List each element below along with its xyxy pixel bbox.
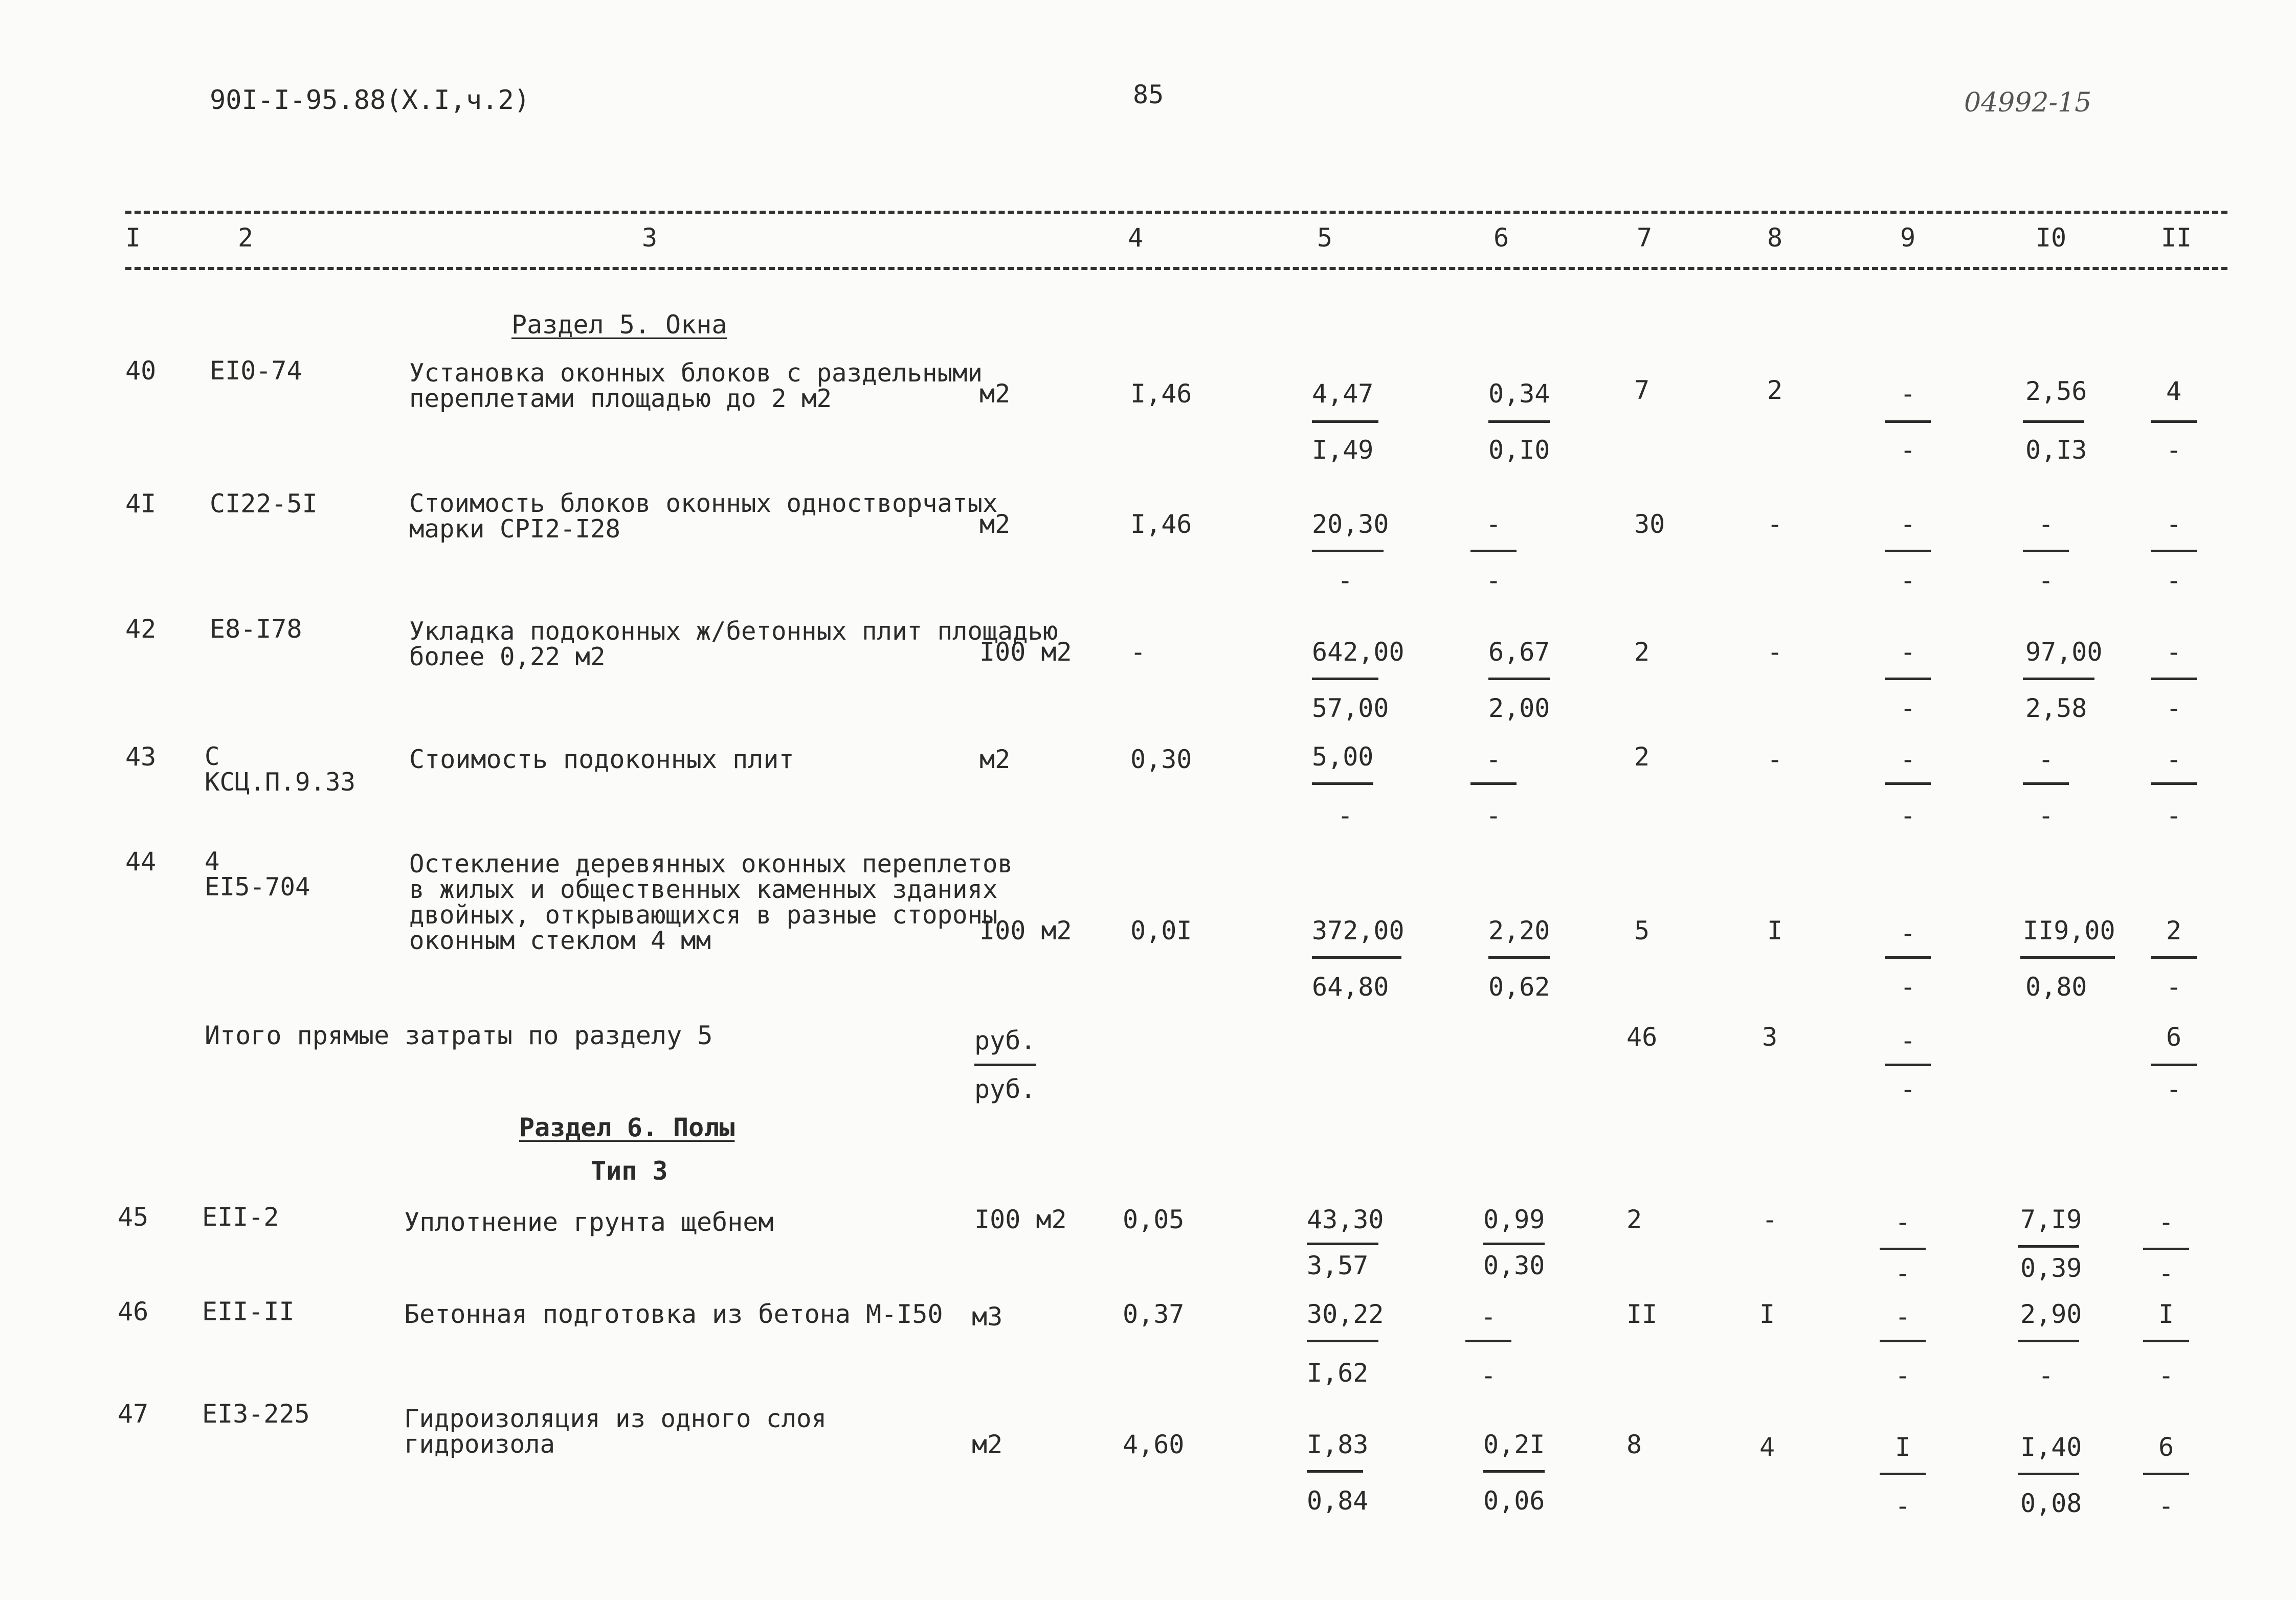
- c9-bottom: -: [1900, 566, 1916, 595]
- row-code: CI22-5I: [210, 489, 318, 519]
- col-header-1: I: [125, 223, 141, 253]
- c6-bottom: -: [1480, 1361, 1497, 1390]
- fraction-bar: [1880, 1473, 1926, 1475]
- row-unit: м3: [972, 1302, 1003, 1332]
- row-description: Уплотнение грунта щебнем: [404, 1207, 774, 1237]
- c9-top: -: [1900, 509, 1916, 539]
- fraction-bar: [2151, 550, 2197, 552]
- c5-top: 43,30: [1307, 1205, 1384, 1234]
- row-unit: I00 м2: [974, 1205, 1067, 1234]
- row-code: EI0-74: [210, 356, 302, 386]
- fraction-bar: [1483, 1243, 1545, 1245]
- row-code: EI3-225: [202, 1399, 310, 1429]
- c7-value: 8: [1626, 1430, 1642, 1459]
- fraction-bar: [1885, 956, 1931, 959]
- row-number: 4I: [125, 489, 157, 519]
- fraction-bar: [1312, 782, 1373, 785]
- c11-bottom: -: [2158, 1491, 2174, 1521]
- fraction-bar: [1470, 782, 1517, 785]
- total-unit-bottom: руб.: [974, 1074, 1036, 1104]
- c7-value: 7: [1634, 375, 1650, 405]
- col-header-5: 5: [1317, 223, 1333, 253]
- fraction-bar: [2143, 1248, 2189, 1250]
- fraction-bar: [2023, 782, 2069, 785]
- header-bottom-rule: [125, 267, 2227, 270]
- c10-bottom: 0,I3: [2025, 435, 2087, 465]
- c6-top: -: [1485, 509, 1502, 539]
- col-header-4: 4: [1127, 223, 1144, 253]
- c11-bottom: -: [2158, 1361, 2174, 1390]
- c7-value: 5: [1634, 916, 1650, 945]
- section-title-floors: Раздел 6. Полы: [519, 1113, 735, 1142]
- row-code: E8-I78: [210, 614, 302, 644]
- row-description: Стоимость подоконных плит: [409, 745, 794, 774]
- section-subtitle-type: Тип 3: [591, 1156, 668, 1186]
- c9-bottom: -: [1894, 1491, 1911, 1521]
- handwritten-stamp: 04992-15: [1964, 87, 2092, 118]
- c5-bottom: 3,57: [1307, 1251, 1369, 1280]
- c9-bottom: -: [1894, 1361, 1911, 1390]
- c8-value: -: [1762, 1205, 1778, 1234]
- row-code: 4 EI5-704: [205, 847, 310, 902]
- fraction-bar: [1312, 956, 1401, 959]
- total-c8: 3: [1762, 1022, 1778, 1052]
- section-title-windows: Раздел 5. Окна: [511, 310, 727, 340]
- c10-top: 2,90: [2020, 1299, 2082, 1329]
- row-code: С КСЦ.П.9.33: [205, 742, 356, 797]
- c11-top: 2: [2166, 916, 2182, 945]
- fraction-bar: [1885, 420, 1931, 423]
- c10-top: I,40: [2020, 1432, 2082, 1462]
- c5-top: 30,22: [1307, 1299, 1384, 1329]
- c7-value: 2: [1634, 742, 1650, 772]
- c6-bottom: 0,62: [1488, 972, 1550, 1002]
- c11-bottom: -: [2166, 566, 2182, 595]
- c9-bottom: -: [1900, 801, 1916, 830]
- fraction-bar: [2151, 782, 2197, 785]
- row-number: 45: [118, 1202, 149, 1232]
- fraction-bar: [2020, 956, 2115, 959]
- c8-value: -: [1767, 745, 1783, 774]
- c9-top: -: [1900, 379, 1916, 409]
- row-unit: I00 м2: [979, 916, 1072, 945]
- row-quantity: 0,37: [1123, 1299, 1185, 1329]
- row-quantity: I,46: [1130, 509, 1192, 539]
- page-number: 85: [1133, 80, 1164, 109]
- c10-top: -: [2038, 745, 2054, 774]
- row-number: 40: [125, 356, 157, 386]
- c10-top: 2,56: [2025, 376, 2087, 406]
- c9-top: -: [1894, 1302, 1911, 1332]
- row-unit: м2: [972, 1430, 1003, 1459]
- c11-top: 6: [2158, 1432, 2174, 1462]
- fraction-bar: [2023, 678, 2094, 680]
- row-quantity: 0,0I: [1130, 916, 1192, 945]
- fraction-bar: [2143, 1340, 2189, 1342]
- row-quantity: 0,30: [1130, 745, 1192, 774]
- c6-top: 6,67: [1488, 637, 1550, 667]
- c5-top: I,83: [1307, 1430, 1369, 1459]
- total-c11-top: 6: [2166, 1022, 2182, 1052]
- c11-bottom: -: [2166, 972, 2182, 1002]
- c6-bottom: 2,00: [1488, 693, 1550, 723]
- row-description: Остекление деревянных оконных переплетов в жилых и общественных каменных зданиях двойных, открывающихся в разные стороны оконным стеклом 4 мм: [409, 849, 1013, 955]
- col-header-10: I0: [2035, 223, 2067, 253]
- c9-top: I: [1894, 1432, 1911, 1462]
- row-quantity: 0,05: [1123, 1205, 1185, 1234]
- c10-bottom: -: [2038, 1361, 2054, 1390]
- c9-bottom: -: [1900, 693, 1916, 723]
- c5-top: 372,00: [1312, 916, 1405, 945]
- fraction-bar: [974, 1064, 1036, 1066]
- fraction-bar: [1488, 420, 1550, 423]
- c6-top: 2,20: [1488, 916, 1550, 945]
- fraction-bar: [1312, 678, 1378, 680]
- c7-value: 2: [1634, 637, 1650, 667]
- c8-value: -: [1767, 637, 1783, 667]
- c5-bottom: 64,80: [1312, 972, 1389, 1002]
- c9-top: -: [1900, 745, 1916, 774]
- fraction-bar: [2143, 1473, 2189, 1475]
- row-code: EII-II: [202, 1297, 295, 1326]
- c5-bottom: 0,84: [1307, 1486, 1369, 1516]
- c9-bottom: -: [1900, 435, 1916, 465]
- fraction-bar: [1880, 1248, 1926, 1250]
- fraction-bar: [1483, 1470, 1545, 1473]
- c5-bottom: 57,00: [1312, 693, 1389, 723]
- c6-top: -: [1480, 1302, 1497, 1332]
- fraction-bar: [1307, 1243, 1378, 1245]
- c9-top: -: [1900, 918, 1916, 948]
- fraction-bar: [1885, 782, 1931, 785]
- col-header-3: 3: [641, 223, 658, 253]
- row-unit: I00 м2: [979, 637, 1072, 667]
- c11-top: -: [2166, 637, 2182, 667]
- row-unit: м2: [979, 379, 1011, 409]
- c6-top: 0,34: [1488, 379, 1550, 409]
- fraction-bar: [2151, 1064, 2197, 1066]
- c11-bottom: -: [2166, 693, 2182, 723]
- row-unit: м2: [979, 509, 1011, 539]
- c8-value: I: [1767, 916, 1783, 945]
- c8-value: I: [1759, 1299, 1775, 1329]
- fraction-bar: [1885, 678, 1931, 680]
- c6-top: -: [1485, 745, 1502, 774]
- row-number: 44: [125, 847, 157, 876]
- c6-bottom: 0,I0: [1488, 435, 1550, 465]
- fraction-bar: [2151, 420, 2197, 423]
- c11-bottom: -: [2166, 435, 2182, 465]
- c11-top: -: [2166, 509, 2182, 539]
- total-label: Итого прямые затраты по разделу 5: [205, 1021, 713, 1050]
- c6-bottom: 0,30: [1483, 1251, 1545, 1280]
- c6-bottom: -: [1485, 566, 1502, 595]
- c5-bottom: I,49: [1312, 435, 1374, 465]
- total-c9-top: -: [1900, 1026, 1916, 1055]
- c7-value: 30: [1634, 509, 1665, 539]
- c11-top: 4: [2166, 376, 2182, 406]
- c11-bottom: -: [2158, 1258, 2174, 1288]
- c9-top: -: [1894, 1207, 1911, 1237]
- c10-top: 97,00: [2025, 637, 2103, 667]
- row-description: Бетонная подготовка из бетона М-I50: [404, 1299, 943, 1329]
- row-number: 46: [118, 1297, 149, 1326]
- c6-top: 0,99: [1483, 1205, 1545, 1234]
- row-code: EII-2: [202, 1202, 279, 1232]
- col-header-11: II: [2160, 223, 2192, 253]
- col-header-9: 9: [1900, 223, 1916, 253]
- c9-bottom: -: [1900, 972, 1916, 1002]
- c10-bottom: 2,58: [2025, 693, 2087, 723]
- row-number: 43: [125, 742, 157, 772]
- row-description: Гидроизоляция из одного слоя гидроизола: [404, 1404, 827, 1459]
- fraction-bar: [1885, 550, 1931, 552]
- c6-bottom: 0,06: [1483, 1486, 1545, 1516]
- fraction-bar: [1488, 956, 1550, 959]
- row-number: 42: [125, 614, 157, 644]
- c5-bottom: -: [1337, 566, 1353, 595]
- header-top-rule: [125, 211, 2227, 214]
- fraction-bar: [2018, 1245, 2079, 1248]
- c5-bottom: -: [1337, 801, 1353, 830]
- c5-top: 4,47: [1312, 379, 1374, 409]
- fraction-bar: [2018, 1473, 2079, 1475]
- col-header-8: 8: [1767, 223, 1783, 253]
- col-header-2: 2: [237, 223, 254, 253]
- fraction-bar: [2023, 420, 2084, 423]
- c10-bottom: 0,39: [2020, 1253, 2082, 1283]
- c5-top: 642,00: [1312, 637, 1405, 667]
- c7-value: II: [1626, 1299, 1658, 1329]
- c6-top: 0,2I: [1483, 1430, 1545, 1459]
- c5-top: 5,00: [1312, 742, 1374, 772]
- col-header-6: 6: [1493, 223, 1509, 253]
- total-c7: 46: [1626, 1022, 1658, 1052]
- fraction-bar: [1470, 550, 1517, 552]
- c5-top: 20,30: [1312, 509, 1389, 539]
- row-quantity: 4,60: [1123, 1430, 1185, 1459]
- total-c11-bottom: -: [2166, 1074, 2182, 1104]
- total-unit-top: руб.: [974, 1026, 1036, 1055]
- fraction-bar: [1312, 550, 1384, 552]
- c10-top: II9,00: [2023, 916, 2115, 945]
- c9-top: -: [1900, 637, 1916, 667]
- c11-top: I: [2158, 1299, 2174, 1329]
- c8-value: 4: [1759, 1432, 1775, 1462]
- c10-top: 7,I9: [2020, 1205, 2082, 1234]
- fraction-bar: [1312, 420, 1378, 423]
- row-description: Стоимость блоков оконных одностворчатых марки СРI2-I28: [409, 489, 998, 544]
- fraction-bar: [1885, 1064, 1931, 1066]
- fraction-bar: [1465, 1340, 1511, 1342]
- row-unit: м2: [979, 745, 1011, 774]
- c8-value: -: [1767, 509, 1783, 539]
- fraction-bar: [2023, 550, 2069, 552]
- c10-bottom: -: [2038, 566, 2054, 595]
- row-number: 47: [118, 1399, 149, 1429]
- row-quantity: -: [1130, 637, 1146, 667]
- fraction-bar: [2151, 956, 2197, 959]
- c8-value: 2: [1767, 375, 1783, 405]
- row-description: Укладка подоконных ж/бетонных плит площадью более 0,22 м2: [409, 617, 1058, 671]
- row-description: Установка оконных блоков с раздельными переплетами площадью до 2 м2: [409, 358, 983, 413]
- col-header-7: 7: [1636, 223, 1653, 253]
- c6-bottom: -: [1485, 801, 1502, 830]
- c10-bottom: 0,80: [2025, 972, 2087, 1002]
- document-code: 90I-I-95.88(X.I,ч.2): [210, 85, 530, 116]
- row-quantity: I,46: [1130, 379, 1192, 409]
- fraction-bar: [1307, 1470, 1363, 1473]
- fraction-bar: [2018, 1340, 2079, 1342]
- c9-bottom: -: [1894, 1258, 1911, 1288]
- fraction-bar: [1880, 1340, 1926, 1342]
- c7-value: 2: [1626, 1205, 1642, 1234]
- fraction-bar: [2151, 678, 2197, 680]
- c10-top: -: [2038, 509, 2054, 539]
- c10-bottom: 0,08: [2020, 1489, 2082, 1518]
- c5-bottom: I,62: [1307, 1358, 1369, 1388]
- c11-top: -: [2158, 1207, 2174, 1237]
- fraction-bar: [1307, 1340, 1378, 1342]
- c11-bottom: -: [2166, 801, 2182, 830]
- c10-bottom: -: [2038, 801, 2054, 830]
- fraction-bar: [1488, 678, 1550, 680]
- total-c9-bottom: -: [1900, 1074, 1916, 1104]
- c11-top: -: [2166, 745, 2182, 774]
